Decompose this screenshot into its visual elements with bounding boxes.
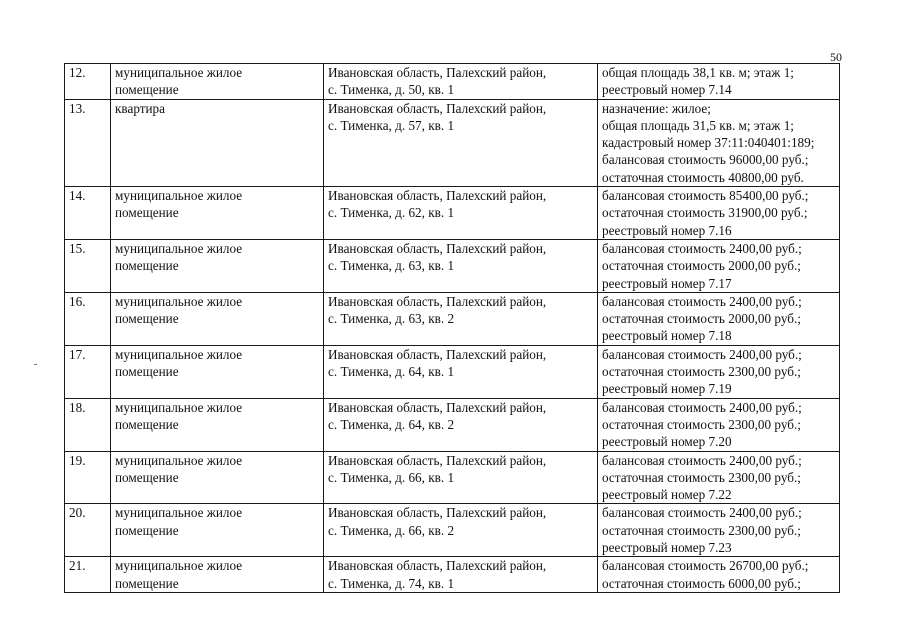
object-name-line: муниципальное жилое <box>115 558 243 574</box>
details-cell <box>598 451 840 504</box>
details-line: балансовая стоимость 96000,00 руб.; <box>602 152 809 168</box>
row-number: 18. <box>65 398 111 451</box>
details-line: остаточная стоимость 2300,00 руб.; <box>602 364 801 380</box>
details-line: остаточная стоимость 2000,00 руб.; <box>602 311 801 327</box>
table-row <box>65 239 840 292</box>
object-name-line: муниципальное жилое <box>115 240 243 256</box>
table-row <box>65 99 840 186</box>
address-line: с. Тименка, д. 74, кв. 1 <box>328 575 455 591</box>
address-cell <box>324 557 598 593</box>
object-name-cell <box>111 398 324 451</box>
row-number: 16. <box>65 292 111 345</box>
object-name-line: помещение <box>115 258 179 274</box>
row-number: 15. <box>65 239 111 292</box>
address-cell <box>324 239 598 292</box>
object-name-cell <box>111 187 324 240</box>
details-line: балансовая стоимость 2400,00 руб.; <box>602 452 802 468</box>
row-number: 21. <box>65 557 111 593</box>
page-number: 50 <box>830 50 842 64</box>
details-cell <box>598 398 840 451</box>
object-name-line: муниципальное жилое <box>115 399 243 415</box>
address-line: с. Тименка, д. 66, кв. 2 <box>328 522 455 538</box>
table-row <box>65 504 840 557</box>
details-cell <box>598 292 840 345</box>
details-line: остаточная стоимость 2300,00 руб.; <box>602 469 801 485</box>
address-cell <box>324 451 598 504</box>
details-line: балансовая стоимость 2400,00 руб.; <box>602 293 802 309</box>
object-name-line: муниципальное жилое <box>115 452 243 468</box>
table-row <box>65 557 840 593</box>
details-cell <box>598 187 840 240</box>
object-name-cell <box>111 345 324 398</box>
address-line: Ивановская область, Палехский район, <box>328 399 547 415</box>
details-line: балансовая стоимость 2400,00 руб.; <box>602 240 802 256</box>
object-name-cell <box>111 292 324 345</box>
address-line: Ивановская область, Палехский район, <box>328 558 547 574</box>
details-line: реестровый номер 7.14 <box>602 82 732 98</box>
object-name-cell <box>111 557 324 593</box>
details-cell <box>598 557 840 593</box>
details-line: общая площадь 31,5 кв. м; этаж 1; <box>602 117 794 133</box>
property-registry-table <box>64 63 840 593</box>
details-cell <box>598 239 840 292</box>
address-line: с. Тименка, д. 50, кв. 1 <box>328 82 455 98</box>
object-name-line: муниципальное жилое <box>115 293 243 309</box>
address-line: с. Тименка, д. 62, кв. 1 <box>328 205 455 221</box>
details-line: остаточная стоимость 31900,00 руб.; <box>602 205 808 221</box>
object-name-line: помещение <box>115 311 179 327</box>
address-line: с. Тименка, д. 64, кв. 2 <box>328 416 455 432</box>
address-cell <box>324 398 598 451</box>
object-name-line: помещение <box>115 522 179 538</box>
details-line: реестровый номер 7.23 <box>602 540 732 556</box>
row-number: 12. <box>65 64 111 100</box>
table-row <box>65 187 840 240</box>
object-name-line: помещение <box>115 82 179 98</box>
details-line: реестровый номер 7.22 <box>602 487 732 503</box>
details-line: балансовая стоимость 2400,00 руб.; <box>602 505 802 521</box>
details-line: реестровый номер 7.16 <box>602 222 732 238</box>
address-line: с. Тименка, д. 63, кв. 1 <box>328 258 455 274</box>
object-name-line: помещение <box>115 364 179 380</box>
object-name-cell <box>111 239 324 292</box>
details-line: реестровый номер 7.19 <box>602 381 732 397</box>
details-line: остаточная стоимость 2000,00 руб.; <box>602 258 801 274</box>
table-row <box>65 451 840 504</box>
details-line: балансовая стоимость 2400,00 руб.; <box>602 399 802 415</box>
details-line: реестровый номер 7.18 <box>602 328 732 344</box>
object-name-line: муниципальное жилое <box>115 65 243 80</box>
address-line: с. Тименка, д. 63, кв. 2 <box>328 311 455 327</box>
address-cell <box>324 292 598 345</box>
details-line: назначение: жилое; <box>602 100 711 116</box>
details-line: остаточная стоимость 40800,00 руб. <box>602 169 804 185</box>
details-line: балансовая стоимость 26700,00 руб.; <box>602 558 809 574</box>
address-line: Ивановская область, Палехский район, <box>328 293 547 309</box>
table-row <box>65 345 840 398</box>
address-line: Ивановская область, Палехский район, <box>328 188 547 204</box>
details-line: общая площадь 38,1 кв. м; этаж 1; <box>602 65 794 80</box>
address-cell <box>324 345 598 398</box>
address-line: Ивановская область, Палехский район, <box>328 346 547 362</box>
object-name-line: муниципальное жилое <box>115 188 243 204</box>
details-cell <box>598 64 840 100</box>
object-name-line: муниципальное жилое <box>115 346 243 362</box>
address-line: Ивановская область, Палехский район, <box>328 100 547 116</box>
row-number: 19. <box>65 451 111 504</box>
row-number: 17. <box>65 345 111 398</box>
object-name-cell <box>111 451 324 504</box>
details-line: балансовая стоимость 85400,00 руб.; <box>602 188 809 204</box>
address-cell <box>324 99 598 186</box>
details-line: кадастровый номер 37:11:040401:189; <box>602 135 815 151</box>
address-line: с. Тименка, д. 66, кв. 1 <box>328 469 455 485</box>
address-line: Ивановская область, Палехский район, <box>328 65 547 80</box>
margin-mark <box>34 364 37 365</box>
object-name-line: помещение <box>115 469 179 485</box>
address-line: с. Тименка, д. 57, кв. 1 <box>328 117 455 133</box>
table-row <box>65 292 840 345</box>
details-line: балансовая стоимость 2400,00 руб.; <box>602 346 802 362</box>
object-name-line: муниципальное жилое <box>115 505 243 521</box>
details-cell <box>598 345 840 398</box>
object-name-cell <box>111 504 324 557</box>
address-line: Ивановская область, Палехский район, <box>328 452 547 468</box>
object-name-line: квартира <box>115 100 166 116</box>
details-cell <box>598 504 840 557</box>
row-number: 13. <box>65 99 111 186</box>
object-name-line: помещение <box>115 205 179 221</box>
object-name-line: помещение <box>115 416 179 432</box>
table-row <box>65 398 840 451</box>
address-line: Ивановская область, Палехский район, <box>328 240 547 256</box>
address-cell <box>324 187 598 240</box>
details-line: остаточная стоимость 2300,00 руб.; <box>602 522 801 538</box>
address-line: Ивановская область, Палехский район, <box>328 505 547 521</box>
object-name-cell <box>111 64 324 100</box>
address-cell <box>324 504 598 557</box>
details-line: реестровый номер 7.20 <box>602 434 732 450</box>
details-line: остаточная стоимость 2300,00 руб.; <box>602 416 801 432</box>
table-row <box>65 64 840 100</box>
details-cell <box>598 99 840 186</box>
row-number: 14. <box>65 187 111 240</box>
address-line: с. Тименка, д. 64, кв. 1 <box>328 364 455 380</box>
object-name-line: помещение <box>115 575 179 591</box>
object-name-cell <box>111 99 324 186</box>
address-cell <box>324 64 598 100</box>
row-number: 20. <box>65 504 111 557</box>
details-line: реестровый номер 7.17 <box>602 275 732 291</box>
details-line: остаточная стоимость 6000,00 руб.; <box>602 575 801 591</box>
